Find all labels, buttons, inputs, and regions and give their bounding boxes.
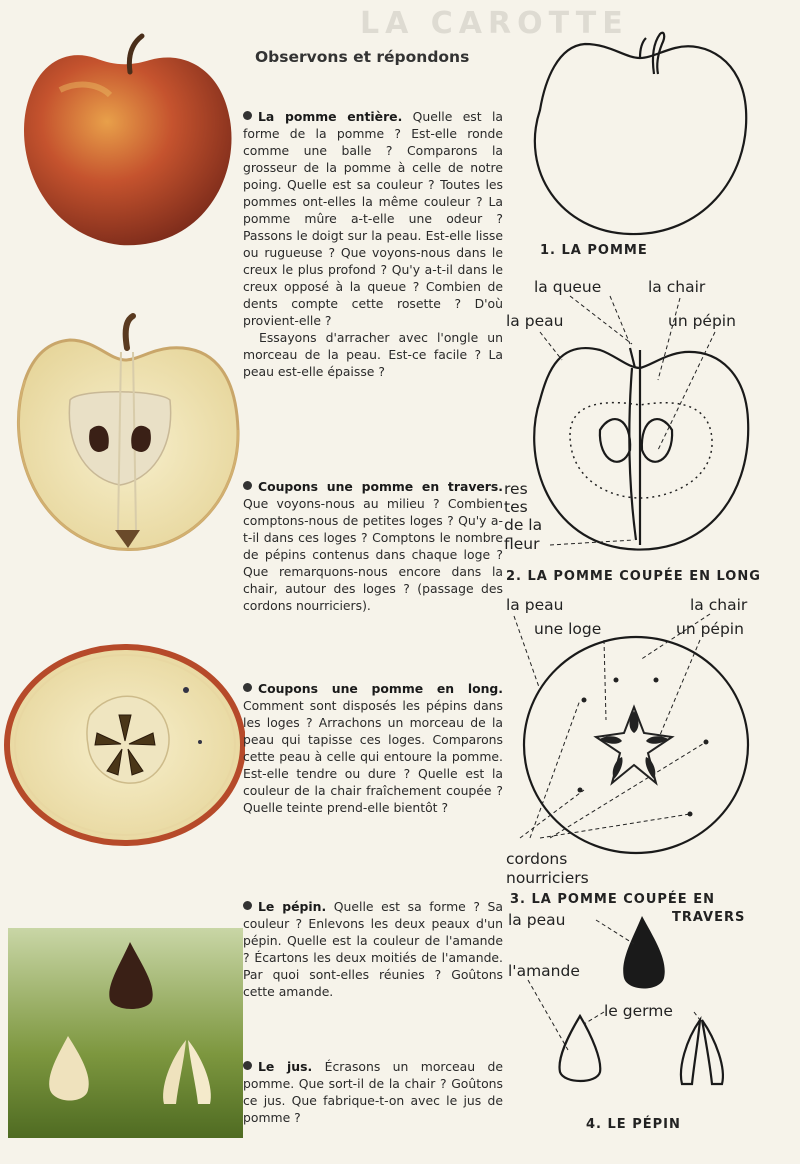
apple-cut-across-picture: [7, 647, 243, 843]
diagram-cut-across: [506, 596, 748, 925]
label-restes: fleur: [504, 535, 540, 553]
label-un-pepin: un pépin: [676, 620, 744, 638]
section-text: Écrasons un morceau de pomme. Que sort-il de la chair ? Goûtons ce jus. Que fabrique-t-on avec le jus de pomme ?: [243, 1059, 503, 1125]
label-une-loge: une loge: [534, 620, 602, 638]
page-title: Observons et répondons: [255, 48, 470, 66]
diagram-cut-long: [504, 278, 761, 584]
label-cordons: cordons: [506, 850, 568, 868]
section-title: Le pépin.: [258, 899, 327, 914]
section-cut-across: [243, 478, 503, 614]
diagrams-column: [500, 0, 800, 1160]
label-amande: l'amande: [508, 962, 580, 980]
diagram-caption: 1. LA POMME: [540, 243, 648, 258]
label-la-chair: la chair: [648, 278, 706, 296]
bullet-icon: [243, 481, 252, 490]
label-la-peau: la peau: [506, 596, 564, 614]
bullet-icon: [243, 683, 252, 692]
label-la-peau: la peau: [508, 911, 566, 929]
label-la-chair: la chair: [690, 596, 748, 614]
section-text: Comment sont disposés les pépins dans les loges ? Arrachons un morceau de la peau qui tapisse ces loges. Comparons cette peau à celle qui entoure la pomme. Est-elle tendre ou dure ? Quelle est la couleur de la chair fraîchement coupée ? Quelle teinte prend-elle bientôt ?: [243, 698, 503, 815]
diagram-seed: [508, 911, 723, 1132]
diagram-caption: 4. LE PÉPIN: [586, 1117, 681, 1132]
section-seed: [243, 898, 503, 1000]
diagram-caption: 3. LA POMME COUPÉE EN: [510, 892, 715, 907]
label-restes: res: [504, 480, 528, 498]
section-whole-apple: [243, 108, 503, 380]
illustrations-column: [0, 0, 245, 1160]
label-restes: de la: [504, 516, 543, 534]
label-restes: tes: [504, 498, 528, 516]
diagram-caption: 2. LA POMME COUPÉE EN LONG: [506, 569, 761, 584]
label-nourriciers: nourriciers: [506, 869, 589, 887]
section-title: Coupons une pomme en long.: [258, 681, 503, 696]
diagram-whole-apple: [535, 33, 746, 258]
section-text: Quelle est la forme de la pomme ? Est-elle ronde comme une balle ? Comparons la grosseur de la pomme à celle de notre poing. Quelle est sa couleur ? Toutes les pommes ont-elles la même couleur ? La pomme mûre a-t-elle une odeur ? Passons le doigt sur la peau. Est-elle lisse ou rugueuse ? Que voyons-nous dans le creux le plus profond ? Qu'y a-t-il dans le creux opposé à la queue ? Combien de dents compte cette rosette ? D'où provient-elle ?: [243, 109, 503, 328]
section-title: Coupons une pomme en travers.: [258, 479, 503, 494]
section-title: Le jus.: [258, 1059, 313, 1074]
section-juice: [243, 1058, 503, 1126]
apple-illustrations: [0, 0, 245, 1160]
label-un-pepin: un pépin: [668, 312, 736, 330]
label-germe: le germe: [604, 1002, 673, 1020]
section-text: Que voyons-nous au milieu ? Combien comptons-nous de petites loges ? Qu'y a-t-il dans ces loges ? Comptons le nombre de pépins contenus dans chaque loge ? Que remarquons-nous encore dans la chair, autour des loges ? (passage des cordons nourriciers).: [243, 496, 503, 613]
section-text: Essayons d'arracher avec l'ongle un morceau de la peau. Est-ce facile ? La peau est-elle épaisse ?: [243, 330, 503, 379]
apple-cut-long-picture: [18, 316, 238, 550]
apple-diagrams: [500, 0, 800, 1160]
bullet-icon: [243, 1061, 252, 1070]
seed-picture: [8, 928, 243, 1138]
ghost-title: LA CAROTTE: [360, 6, 629, 41]
section-title: La pomme entière.: [258, 109, 403, 124]
section-text: Quelle est sa forme ? Sa couleur ? Enlevons les deux peaux d'un pépin. Quelle est la couleur de l'amande ? Écartons les deux moitiés de l'amande. Par quoi sont-elles réunies ? Goûtons cette amande.: [243, 899, 503, 999]
whole-apple-picture: [24, 36, 232, 245]
bullet-icon: [243, 111, 252, 120]
bullet-icon: [243, 901, 252, 910]
section-cut-long: [243, 680, 503, 816]
text-column: [243, 48, 503, 1125]
diagram-caption: TRAVERS: [672, 910, 746, 925]
label-la-queue: la queue: [534, 278, 602, 296]
label-la-peau: la peau: [506, 312, 564, 330]
